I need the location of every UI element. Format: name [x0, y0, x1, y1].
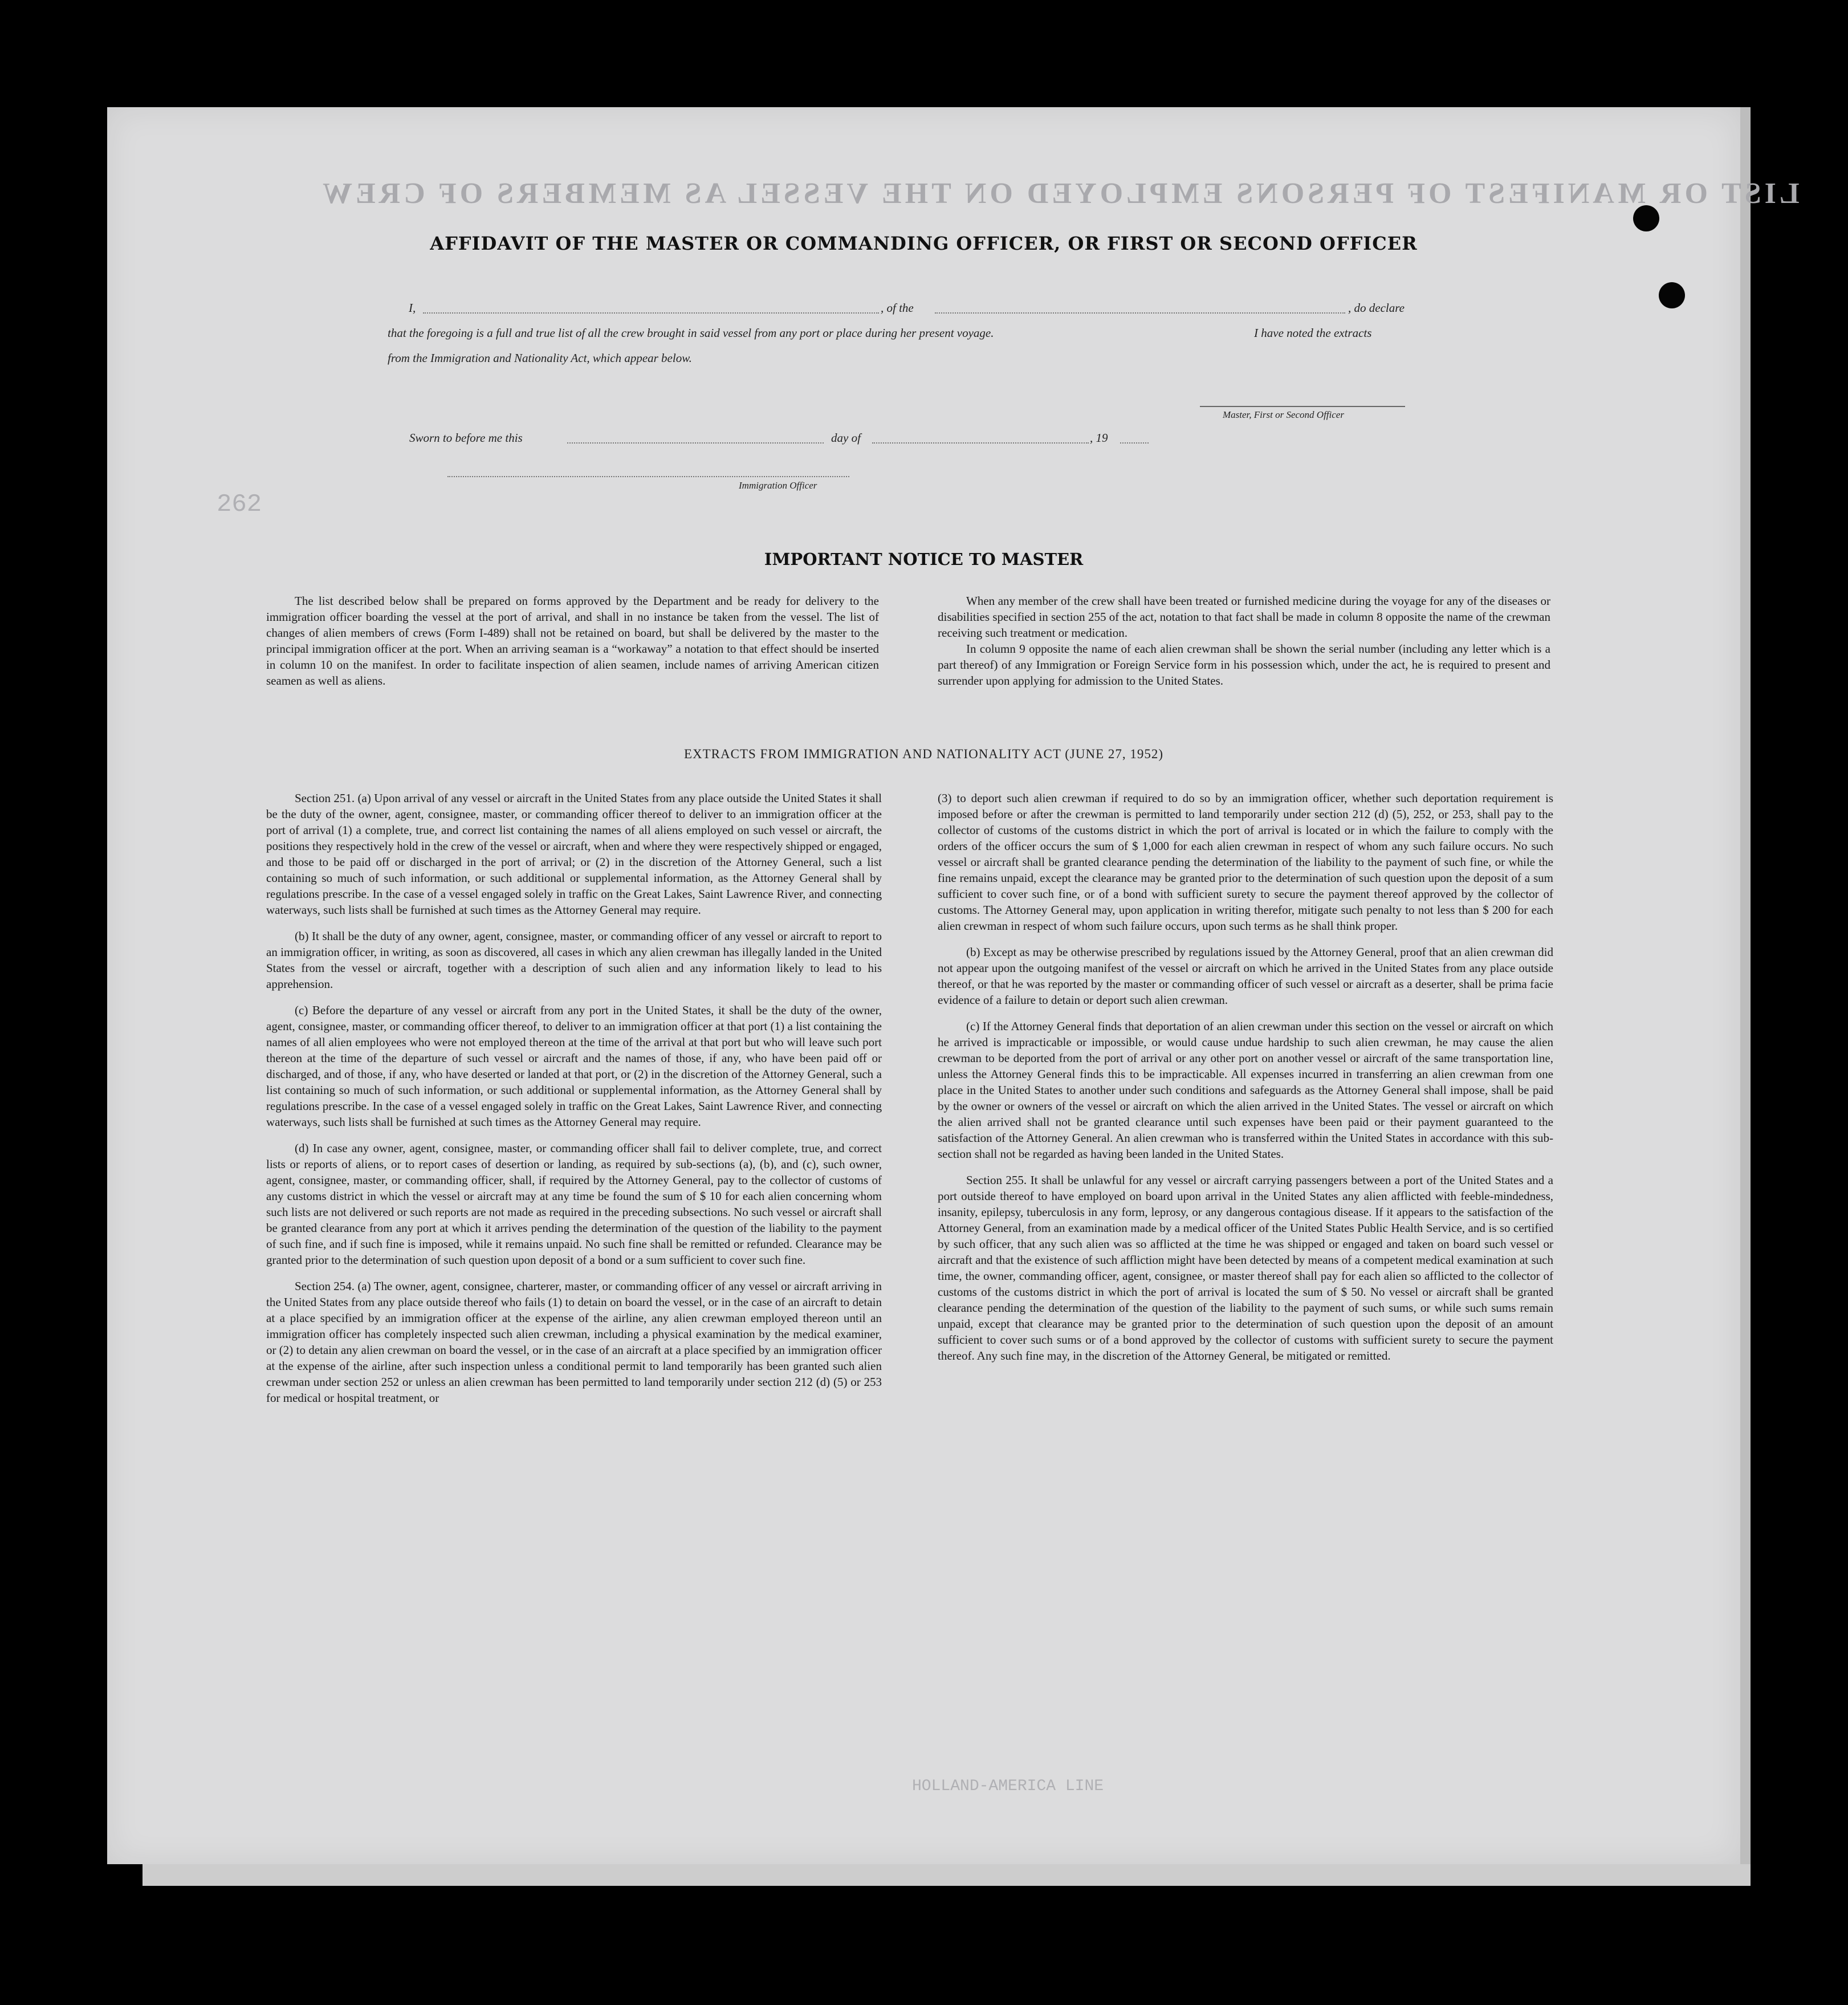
notice-right-column [938, 593, 1550, 689]
section-255: Section 255. It shall be unlawful for any vessel or aircraft carrying passengers between a port of the United States and a port outside thereof to have employed on board upon arrival in the United States any alien afflicted with feeble-mindedness, insanity, epilepsy, tuberculosis in any form, leprosy, or any dangerous contagious disease. If it appears to the satisfaction of the Attorney General, from an examination made by a medical officer of the United States Public Health Service, and is so certified by such officer, that any such alien was so afflicted at the time he was shipped or engaged and taken on board such vessel or aircraft and that the existence of such affliction might have been detected by means of a competent medical examination at such time, the owner, commanding officer, agent, consignee, or master thereof shall pay for each alien so afflicted to the collector of customs of the customs district in which the port of arrival is located the sum of $ 50. No vessel or aircraft shall be granted clearance pending the determination of the question of the liability to the payment of such sums, or while such sums remain unpaid, except that clearance may be granted prior to the determination of such question upon the deposit of an amount sufficient to cover such sums or of a bond approved by the collector of customs with sufficient surety to secure the payment thereof. Any such fine may, in the discretion of the Attorney General, be mitigated or remitted. [938, 1173, 1553, 1363]
sworn-label: Sworn to before me this [409, 431, 523, 445]
notice-left-column [266, 593, 879, 689]
section-251-d: (d) In case any owner, agent, consignee, master, or commanding officer shall fail to deliver complete, true, and correct lists or reports of aliens, or to report cases of desertion or landing, as required by sub-sections (a), (b), and (c), such owner, agent, consignee, master, or commanding officer, shall, if required by the Attorney General, pay to the collector of customs of any customs district in which the vessel or aircraft may at any time be found the sum of $ 10 for each alien concerning whom such lists are not delivered or such reports are not made as required in the preceding subsections. No such vessel or aircraft shall be granted clearance from any port at which it arrives pending the determination of the question of the liability to the payment of such fine, and if such fine is imposed, while it remains unpaid. No such fine shall be remitted or refunded. Clearance may be granted prior to the determination of such question upon deposit of a bond or a sum sufficient to cover such fine. [266, 1141, 882, 1267]
name-field[interactable] [423, 312, 879, 314]
notice-right-paragraph-1: When any member of the crew shall have been treated or furnished medicine during the voyage for any of the diseases or disabilities specified in section 255 of the act, notation to that fact shall be made in column 8 opposite the name of the crewman receiving such treatment or medication. [938, 594, 1550, 640]
sworn-year-field[interactable] [1120, 442, 1149, 444]
section-254-a: Section 254. (a) The owner, agent, consignee, charterer, master, or commanding officer of any vessel or aircraft arriving in the United States from any place outside thereof who fails (1) to detain on board the vessel, or in the case of an aircraft to detain at a place specified by an immigration officer at the expense of the airline, any alien crewman employed thereon until an immigration officer has completely inspected such alien crewman, including a physical examination by the medical examiner, or (2) to detain any alien crewman on board the vessel, or in the case of an aircraft at a place specified by an immigration officer at the expense of the airline, after such inspection unless a conditional permit to land temporarily has been granted such alien crewman under section 252 or unless an alien crewman has been permitted to land temporarily under section 212 (d) (5) or 253 for medical or hospital treatment, or [266, 1279, 882, 1405]
bleed-through-page-number: 262 [217, 490, 262, 519]
do-declare-label: , do declare [1348, 301, 1405, 315]
page-edge-shadow [1740, 107, 1751, 1886]
section-251-a: Section 251. (a) Upon arrival of any vessel or aircraft in the United States from any place outside the United States it shall be the duty of the owner, agent, consignee, master, or commanding officer thereof to deliver to an immigration officer at the port of arrival (1) a complete, true, and correct list containing the names of all aliens employed on such vessel or aircraft, the positions they respectively hold in the crew of the vessel or aircraft, when and where they were respectively shipped or engaged, and those to be paid off or discharged in the port of arrival; or (2) in the discretion of the Attorney General, such a list containing so much of such information, or such additional or supplemental information, as the Attorney General shall by regulations prescribe. In the case of a vessel engaged solely in traffic on the Great Lakes, Saint Lawrence River, and connecting waterways, such lists shall be furnished at such times as the Attorney General may require. [266, 791, 882, 917]
section-251-c: (c) Before the departure of any vessel or aircraft from any port in the United States, it shall be the duty of the owner, agent, consignee, master, or commanding officer thereof, to deliver to an immigration officer at that port (1) a list containing the names of all alien employees who were not employed thereon at the time of the arrival at that port but who will leave such port thereon at the time of the departure of such vessel or aircraft and the names of those, if any, who have been paid off or discharged, and of those, if any, who have deserted or landed at that port, or (2) in the discretion of the Attorney General, such a list containing so much of such information, or such additional or supplemental information, as the Attorney General shall by regulations prescribe. In the case of a vessel engaged solely in traffic on the Great Lakes, Saint Lawrence River, and connecting waterways, such lists shall be furnished at such times as the Attorney General may require. [266, 1003, 882, 1129]
section-254-a-cont: (3) to deport such alien crewman if required to do so by an immigration officer, whether such deportation requirement is imposed before or after the crewman is permitted to land temporarily under section 212 (d) (5), 252, or 253, shall pay to the collector of customs of the customs district in which the port of arrival is located or in which the failure to comply with the orders of the officer occurs the sum of $ 1,000 for each alien crewman in respect of whom any such failure occurs. No such vessel or aircraft shall be granted clearance pending the determination of the liability to the payment of such fine, or while the fine remains unpaid, except the clearance may be granted prior to the determination of such question upon the deposit of a sum sufficient to cover such fine, or of a bond with sufficient surety to secure the payment thereof approved by the collector of customs. The Attorney General may, upon application in writing therefor, mitigate such penalty to not less than $ 200 for each alien crewman in respect of whom such failure occurs, upon such terms as he shall think proper. [938, 791, 1553, 933]
section-251-b: (b) It shall be the duty of any owner, agent, consignee, master, or commanding officer of any vessel or aircraft to report to an immigration officer, in writing, as soon as discovered, all cases in which any alien crewman has illegally landed in the United States from the vessel or aircraft, together with a description of such alien and any information likely to lead to his apprehension. [266, 929, 882, 991]
officer-caption: Immigration Officer [739, 480, 817, 491]
punch-hole-bottom [1659, 282, 1685, 308]
affidavit-line-1: that the foregoing is a full and true list of all the crew brought in said vessel from any port or place during her present voyage. [388, 326, 994, 340]
year-label: , 19 [1090, 431, 1108, 445]
i-label: I, [409, 301, 416, 315]
sworn-day-field[interactable] [567, 442, 824, 444]
extracts-left-column [266, 790, 882, 1406]
section-254-b: (b) Except as may be otherwise prescribed by regulations issued by the Attorney General, proof that an alien crewman did not appear upon the outgoing manifest of the vessel or aircraft on which he arrived in the United States from any place outside thereof, or that he was reported by the master or commanding officer of such vessel or aircraft as a deserter, shall be prima facie evidence of a failure to detain or deport such alien crewman. [938, 945, 1553, 1007]
page-bottom-shadow [143, 1864, 1751, 1886]
day-of-label: day of [831, 431, 861, 445]
affidavit-line-2: from the Immigration and Nationality Act, which appear below. [388, 351, 692, 365]
bleed-through-footer: HOLLAND-AMERICA LINE [912, 1778, 1104, 1795]
affidavit-line-1b: I have noted the extracts [1254, 326, 1372, 340]
notice-right-paragraph-2: In column 9 opposite the name of each alien crewman shall be shown the serial number (including any letter which is a part thereof) of any Immigration or Foreign Service form in his possession which, under the act, he is required to present and surrender upon applying for admission to the United States. [938, 642, 1550, 688]
officer-signature-line[interactable] [447, 476, 849, 477]
sworn-month-field[interactable] [872, 442, 1089, 444]
notice-left-paragraph: The list described below shall be prepared on forms approved by the Department and be ready for delivery to the immigration officer boarding the vessel at the port of arrival, and shall in no instance be taken from the vessel. The list of changes of alien members of crews (Form I-489) shall not be retained on board, but shall be delivered by the master to the principal immigration officer at the port. When an arriving seaman is a “workaway” a notation to that effect should be inserted in column 10 on the manifest. In order to facilitate inspection of alien seamen, include names of arriving American citizen seamen as well as aliens. [266, 594, 879, 688]
extracts-title: EXTRACTS FROM IMMIGRATION AND NATIONALITY ACT (JUNE 27, 1952) [683, 747, 1164, 761]
section-254-c: (c) If the Attorney General finds that deportation of an alien crewman under this section on the vessel or aircraft on which he arrived is impracticable or impossible, or would cause undue hardship to such alien crewman, he may cause the alien crewman to be deported from the port of arrival or any other port on another vessel or aircraft of the same transportation line, unless the Attorney General finds this to be impracticable. All expenses incurred in transferring an alien crewman from one place in the United States to another under such conditions and safeguards as the Attorney General shall impose, shall be paid by the owner or owners of the vessel or aircraft on which the alien arrived in the United States. The vessel or aircraft on which the alien arrived shall not be granted clearance until such expenses have been paid or their payment guaranteed to the satisfaction of the Attorney General. An alien crewman who is transferred within the United States in accordance with this sub-section shall not be regarded as having been landed in the United States. [938, 1019, 1553, 1161]
notice-title: IMPORTANT NOTICE TO MASTER [764, 550, 1084, 569]
bleed-through-title: LIST OR MANIFEST OF PERSONS EMPLOYED ON THE VESSEL AS MEMBERS OF CREW [319, 177, 1800, 210]
extracts-right-column [938, 790, 1553, 1364]
master-caption: Master, First or Second Officer [1223, 409, 1344, 420]
affidavit-title: AFFIDAVIT OF THE MASTER OR COMMANDING OFFICER, OR FIRST OR SECOND OFFICER [430, 233, 1418, 254]
of-the-label: , of the [881, 301, 914, 315]
vessel-field[interactable] [935, 312, 1345, 314]
master-signature-line[interactable] [1200, 406, 1405, 407]
